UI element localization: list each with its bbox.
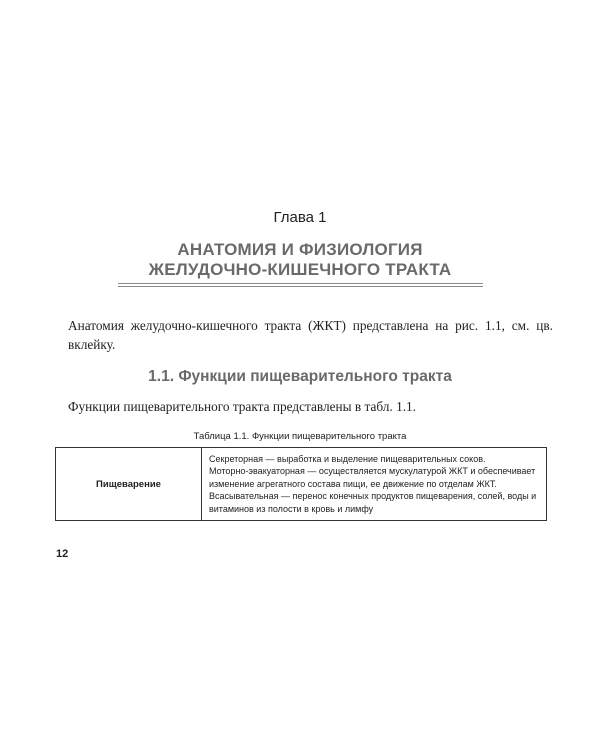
section-heading: 1.1. Функции пищеварительного тракта — [148, 368, 452, 385]
title-underline — [118, 283, 483, 284]
section-paragraph: Функции пищеварительного тракта представлены в табл. 1.1. — [68, 399, 417, 414]
description-line: Моторно-эвакуаторная — осуществляется мускулатурой ЖКТ и обеспечивает — [209, 466, 536, 477]
description-line: изменение агрегатного состава пищи, ее движение по отделам ЖКТ. — [209, 478, 497, 489]
description-line: Секреторная — выработка и выделение пищеварительных соков. — [209, 453, 486, 464]
chapter-title-line-1: АНАТОМИЯ И ФИЗИОЛОГИЯ — [177, 240, 423, 259]
table-row-description — [202, 448, 547, 521]
functions-table — [55, 447, 547, 521]
table-row — [56, 448, 547, 521]
chapter-title-line-2: ЖЕЛУДОЧНО-КИШЕЧНОГО ТРАКТА — [148, 260, 452, 279]
chapter-label: Глава 1 — [273, 209, 327, 226]
table-caption: Таблица 1.1. Функции пищеварительного тракта — [193, 431, 407, 442]
page-number: 12 — [56, 548, 69, 560]
table-row-label: Пищеварение — [56, 448, 202, 521]
description-line: Всасывательная — перенос конечных продуктов пищеварения, солей, воды и — [209, 491, 537, 502]
description-line: витаминов из полости в кровь и лимфу — [209, 503, 374, 514]
intro-paragraph: Анатомия желудочно-кишечного тракта (ЖКТ) представлена на рис. 1.1, см. цв. вклейку. — [68, 318, 553, 352]
title-underline-second — [118, 286, 483, 287]
chapter-title — [0, 240, 600, 280]
